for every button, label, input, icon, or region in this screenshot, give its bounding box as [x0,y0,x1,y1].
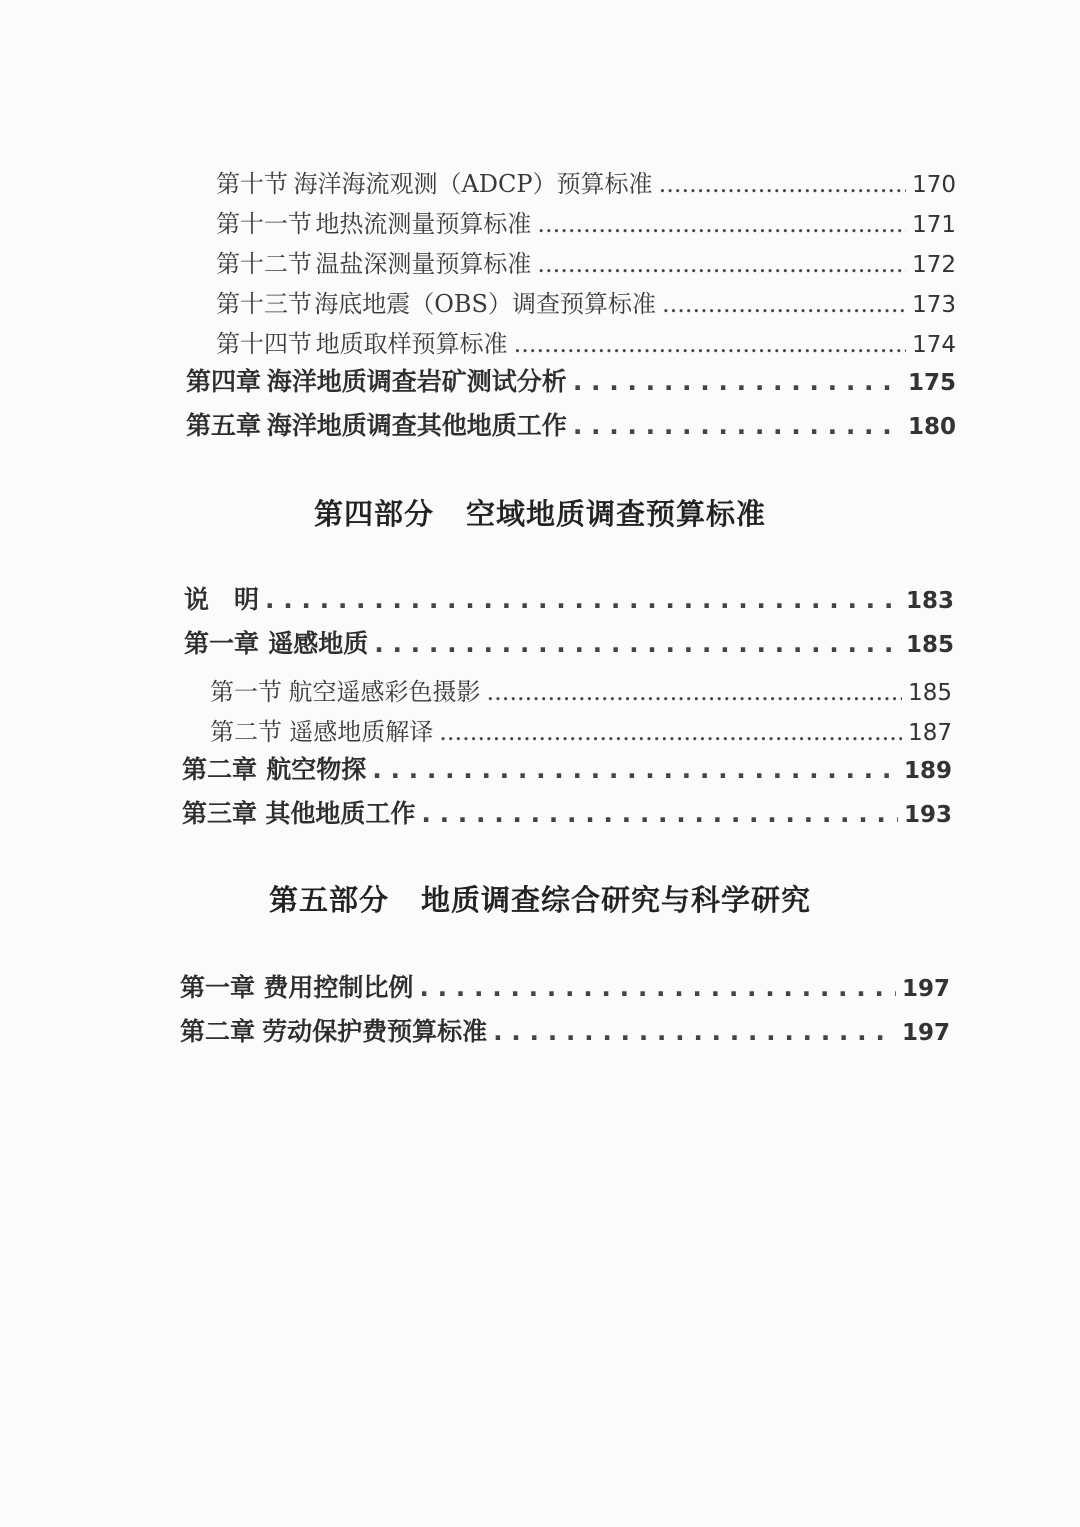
leader-dots [265,585,900,614]
toc-entry[interactable] [210,672,952,707]
chapter-title: 第五章 [186,411,262,440]
leader-dots [662,290,906,318]
chapter-title: 第一章 [180,973,256,1002]
chapter-title: 第二章 [180,1017,256,1046]
toc-entry[interactable] [216,284,956,319]
page-number: 197 [901,1020,950,1046]
leader-dots [659,170,907,198]
chapter-text: 劳动保护费预算标准 [262,1017,488,1046]
page-number: 170 [912,172,956,198]
chapter-text: 航空物探 [266,755,367,784]
part-title: 地质调查综合研究与科学研究 [421,883,812,917]
toc-chapter[interactable] [180,968,950,1004]
leader-dots [421,799,898,828]
chapter-text: 海洋地质调查其他地质工作 [266,411,567,440]
page-number: 174 [912,332,956,358]
entry-text: 遥感地质解译 [289,718,434,746]
entry-title: 第十三节 [216,290,312,318]
page-number: 185 [908,680,952,706]
entry-title: 第十二节 [216,250,312,278]
entry-title: 第十四节 [216,330,312,358]
chapter-title: 第一章 [184,629,260,658]
toc-chapter[interactable] [186,406,956,442]
entry-text: 海底地震（OBS）调查预算标准 [314,290,656,318]
page-number: 180 [907,414,956,440]
leader-dots [573,367,902,396]
page-number: 197 [901,976,950,1002]
leader-dots [372,755,898,784]
part-heading [0,492,1080,533]
page-number: 193 [903,802,952,828]
part-number: 第四部分 [313,497,434,531]
chapter-title: 第二章 [182,755,258,784]
toc-entry[interactable] [216,244,956,279]
entry-title: 第十一节 [216,210,312,238]
entry-title: 第一节 [210,678,282,706]
toc-chapter[interactable] [184,580,954,616]
leader-dots [419,973,896,1002]
page-number: 173 [912,292,956,318]
part-title: 空域地质调查预算标准 [466,497,767,531]
toc-entry[interactable] [210,712,952,747]
leader-dots [514,330,907,358]
leader-dots [537,250,906,278]
page-number: 187 [908,720,952,746]
chapter-title: 第三章 [182,799,258,828]
toc-entry[interactable] [216,164,956,199]
chapter-text: 遥感地质 [268,629,369,658]
page-number: 175 [907,370,956,396]
leader-dots [486,678,902,706]
toc-entry[interactable] [216,204,956,239]
leader-dots [439,718,902,746]
entry-text: 海洋海流观测（ADCP）预算标准 [293,170,653,198]
entry-title: 第十节 [216,170,288,198]
entry-text: 温盐深测量预算标准 [315,250,532,278]
toc-chapter[interactable] [184,624,954,660]
chapter-text: 海洋地质调查岩矿测试分析 [266,367,567,396]
chapter-text: 其他地质工作 [265,799,416,828]
page-number: 185 [905,632,954,658]
entry-text: 航空遥感彩色摄影 [288,678,481,706]
page-number: 171 [912,212,956,238]
leader-dots [537,210,906,238]
toc-chapter[interactable] [182,794,952,830]
entry-text: 地热流测量预算标准 [315,210,532,238]
toc-entry[interactable] [216,324,956,359]
chapter-title: 第四章 [186,367,262,396]
part-number: 第五部分 [268,883,389,917]
page-number: 189 [903,758,952,784]
chapter-title: 说 明 [184,585,260,614]
page-number: 172 [912,252,956,278]
toc-chapter[interactable] [180,1012,950,1048]
toc-chapter[interactable] [182,750,952,786]
leader-dots [493,1017,896,1046]
leader-dots [573,411,902,440]
part-heading [0,878,1080,919]
toc-chapter[interactable] [186,362,956,398]
chapter-text: 费用控制比例 [263,973,414,1002]
entry-text: 地质取样预算标准 [315,330,508,358]
entry-title: 第二节 [210,718,282,746]
leader-dots [374,629,900,658]
page-number: 183 [905,588,954,614]
